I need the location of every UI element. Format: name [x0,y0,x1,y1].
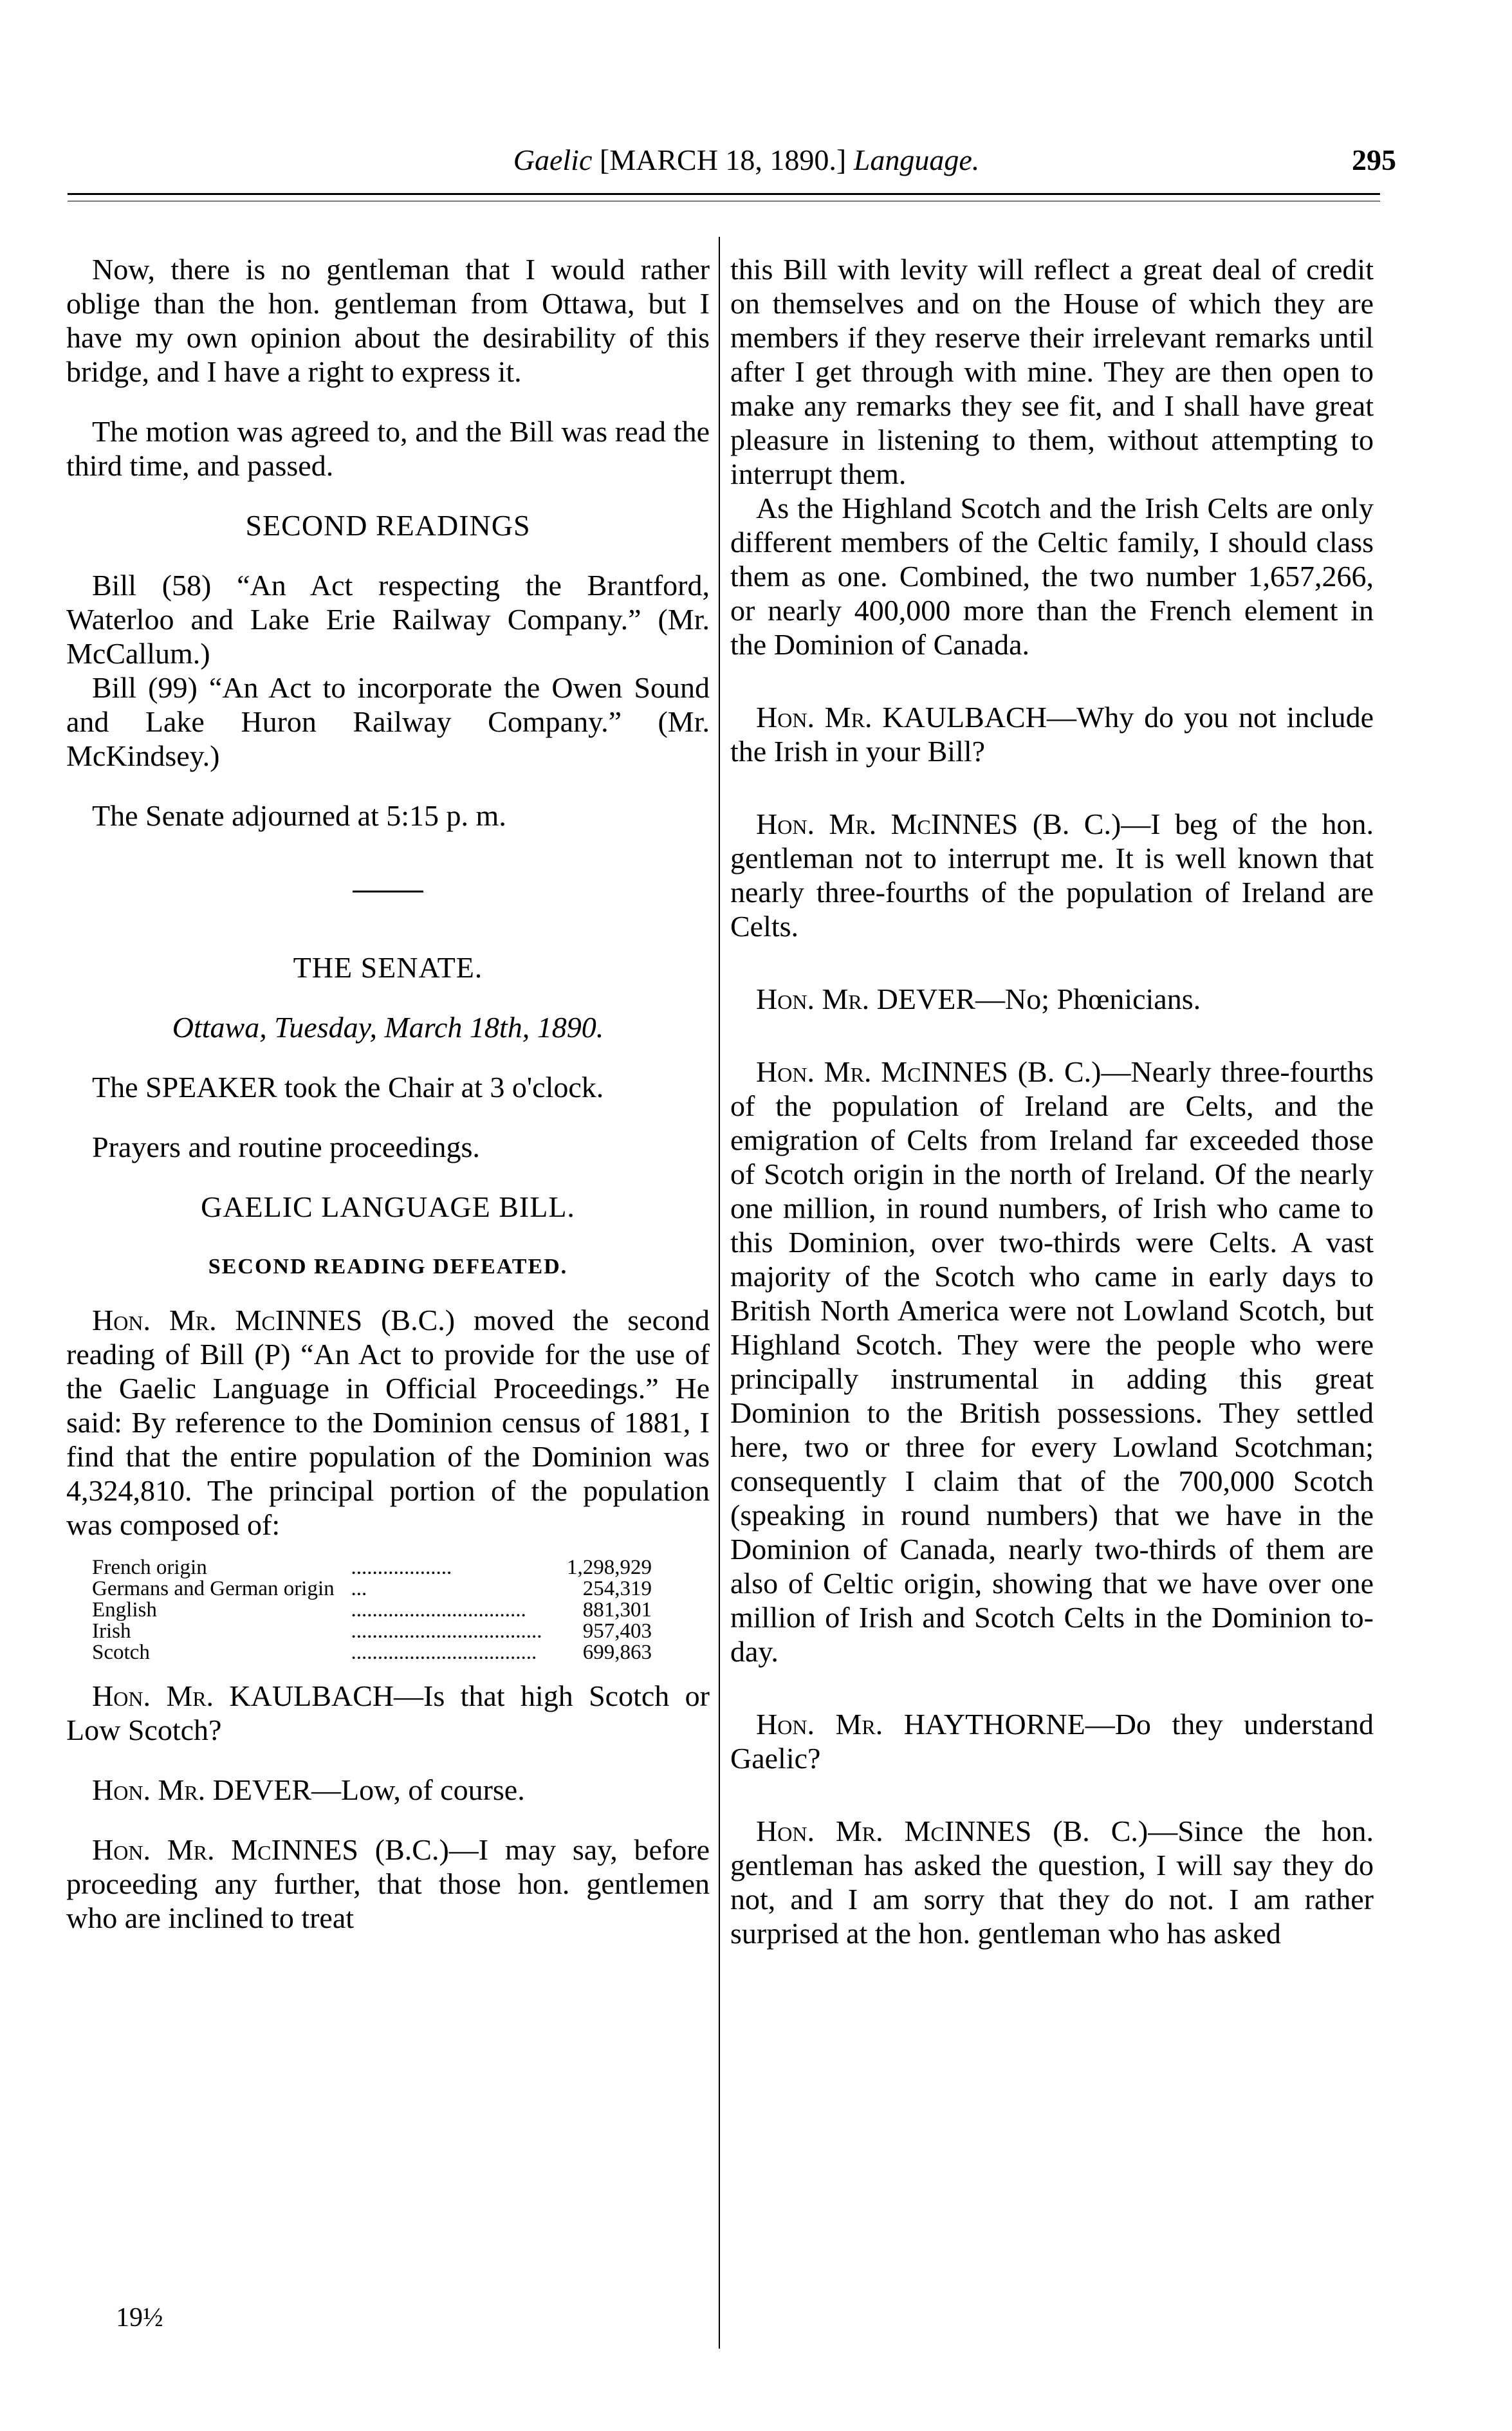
table-row [92,1600,652,1621]
right-paragraph-1: this Bill with levity will reflect a great deal of credit on themselves and on the House of which they are members if they reserve their irrelevant remarks until after I get through with mine. They are then open to make any remarks they see fit, and I shall have great pleasure in listening to them, without attempting to interrupt them. [730,253,1374,490]
speaker-name: Hon. Mr. McINNES [756,1815,1032,1847]
mcinnes-paragraph [66,1833,710,1935]
dateline: Ottawa, Tuesday, March 18th, 1890. [172,1011,604,1044]
section-separator [353,891,423,892]
speech-text: (B.C.) moved the second reading of Bill (P) “An Act to provide for the use of the Gaelic Language in Official Proceedings.” He said: By reference to the Dominion census of 1881, I find that the entire population of the Dominion was 4,324,810. The principal portion of the population was composed of: [66,1304,710,1541]
speech-text: —Do they understand Gaelic? [730,1708,1374,1775]
census-label: French origin [92,1556,207,1579]
census-value: 881,301 [582,1598,652,1622]
speech-text: —No; Phœnicians. [975,983,1201,1015]
mcinnes-long-paragraph [730,1055,1374,1668]
speech-text: (B.C.)—I may say, before proceeding any further, that those hon. gentlemen who are inclined to treat [66,1833,710,1934]
census-value: 699,863 [582,1641,652,1664]
speaker-name: Hon. Mr. KAULBACH [756,701,1047,734]
table-row [92,1557,652,1578]
haythorne-paragraph [730,1707,1374,1775]
census-value: 957,403 [582,1620,652,1643]
census-value: 254,319 [582,1577,652,1600]
signature-mark: 19½ [116,2303,163,2333]
kaulbach-paragraph [66,1679,710,1747]
speech-text: —Low, of course. [311,1773,525,1806]
mcinnes-motion-paragraph [66,1303,710,1542]
census-leader: ... [351,1578,367,1600]
census-value: 1,298,929 [567,1556,652,1579]
speech-text: (B. C.)—Nearly three-fourths of the population of Ireland are Celts, and the emigration of Celts from Ireland far exceeded those of Scotch origin in the north of Ireland. Of the nearly one million, in round numbers, of Irish who came to this Dominion, over two-thirds were Celts. A vast majority of the Scotch who came in early days to British North America were not Lowland Scotch, but Highland Scotch. They were the people who were principally instrumental in adding this great Dominion to the British possessions. They settled here, two or three for every Lowland Scotchman; consequently I claim that of the 700,000 Scotch (speaking in round numbers) that we have in the Dominion of Canada, nearly two-thirds of them are also of Celtic origin, showing that we have over one million of Irish and Scotch Celts in the Dominion to-day. [730,1055,1374,1668]
header-left-word: Gaelic [513,143,593,176]
census-leader: ................................... [351,1642,537,1663]
census-label: Germans and German origin [92,1577,335,1600]
census-label: English [92,1598,157,1622]
header-rule [68,193,1380,195]
speaker-name: Hon. Mr. DEVER [756,983,976,1015]
census-table [92,1557,652,1663]
speaker-name: Hon. Mr. McINNES [92,1304,363,1336]
table-row [92,1578,652,1600]
prayers-paragraph: Prayers and routine proceedings. [92,1131,480,1163]
kaulbach-question-paragraph [730,700,1374,768]
census-leader: ................................. [351,1600,526,1621]
left-column [66,252,710,1935]
census-leader: ................... [351,1557,452,1578]
speaker-paragraph: The SPEAKER took the Chair at 3 o'clock. [92,1071,604,1104]
left-paragraph-2: The motion was agreed to, and the Bill was read the third time, and passed. [66,415,710,482]
speaker-name: Hon. Mr. KAULBACH [92,1679,394,1712]
census-label: Scotch [92,1641,150,1664]
right-paragraph-2: As the Highland Scotch and the Irish Celts are only different members of the Celtic family, I should class them as one. Combined, the two number 1,657,266, or nearly 400,000 more than the French element in the Dominion of Canada. [730,492,1374,661]
bill-58-paragraph: Bill (58) “An Act respecting the Brantford, Waterloo and Lake Erie Railway Company.” (Mr. McCallum.) [66,569,710,670]
dever-paragraph [66,1773,710,1807]
speaker-name: Hon. Mr. McINNES [756,808,1019,840]
mcinnes-reply-paragraph [730,807,1374,943]
table-row [92,1621,652,1642]
running-header [77,143,1415,188]
second-readings-heading: SECOND READINGS [245,509,531,542]
speech-text: (B. C.)—I beg of the hon. gentleman not to interrupt me. It is well known that nearly three-fourths of the population of Ireland are Celts. [730,808,1374,943]
second-reading-defeated-subheading: SECOND READING DEFEATED. [208,1255,568,1279]
speech-text: (B. C.)—Since the hon. gentleman has asked the question, I will say they do not, and I am sorry that they do not. I am rather surprised at the hon. gentleman who has asked [730,1815,1374,1950]
mcinnes-final-paragraph [730,1814,1374,1950]
left-paragraph-1: Now, there is no gentleman that I would rather oblige than the hon. gentleman from Ottawa, but I have my own opinion about the desirability of this bridge, and I have a right to express it. [66,253,710,388]
gaelic-bill-heading: GAELIC LANGUAGE BILL. [201,1190,575,1223]
header-right-word: Language. [853,143,980,176]
page-number: 295 [1352,143,1396,176]
column-divider [719,237,720,2349]
speech-text: —Is that high Scotch or Low Scotch? [66,1679,710,1746]
census-label: Irish [92,1620,131,1643]
adjourned-paragraph: The Senate adjourned at 5:15 p. m. [92,799,506,832]
speaker-name: Hon. Mr. McINNES [92,1833,358,1866]
census-leader: .................................... [351,1621,542,1642]
header-date: [MARCH 18, 1890.] [599,143,847,176]
speaker-name: Hon. Mr. DEVER [92,1773,312,1806]
dever-phoenicians-paragraph [730,982,1374,1016]
bill-99-paragraph: Bill (99) “An Act to incorporate the Owen Sound and Lake Huron Railway Company.” (Mr. McKindsey.) [66,671,710,772]
speaker-name: Hon. Mr. HAYTHORNE [756,1708,1085,1741]
right-column [730,252,1374,1950]
table-row [92,1642,652,1663]
senate-heading: THE SENATE. [293,951,483,984]
speech-text: —Why do you not include the Irish in your Bill? [730,701,1374,768]
header-title [77,143,1415,177]
speaker-name: Hon. Mr. McINNES [756,1055,1008,1088]
